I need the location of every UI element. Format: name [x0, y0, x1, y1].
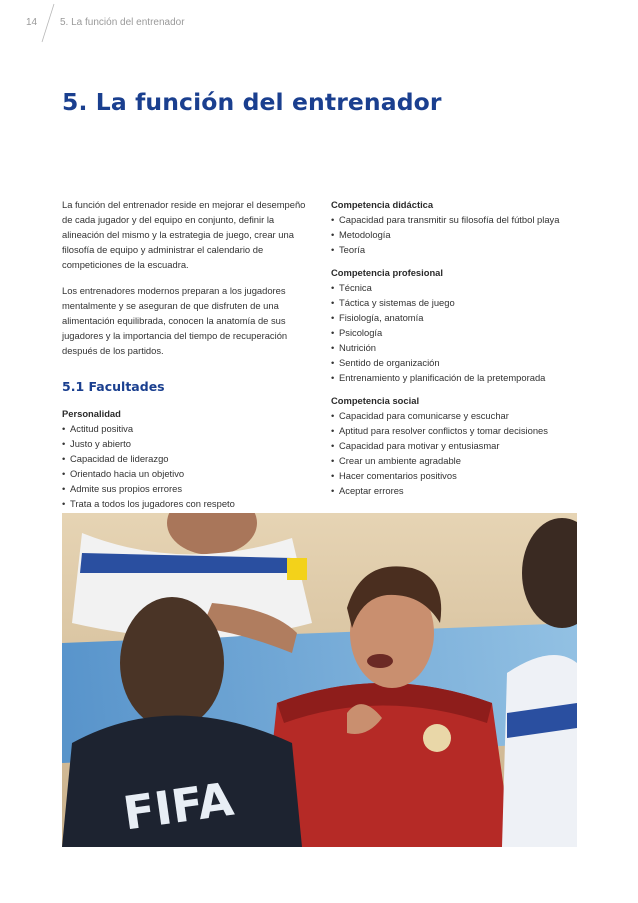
personality-list	[62, 421, 314, 511]
professional-list	[331, 280, 586, 385]
list-item: • Admite sus propios errores	[62, 481, 314, 496]
professional-group	[331, 265, 586, 385]
personality-title: Personalidad	[62, 408, 121, 419]
list-item: • Actitud positiva	[62, 421, 314, 436]
jersey-text: FIFA	[119, 771, 237, 841]
list-item: • Orientado hacia un objetivo	[62, 466, 314, 481]
list-item: • Nutrición	[331, 340, 586, 355]
list-item: • Fisiología, anatomía	[331, 310, 586, 325]
list-item: • Táctica y sistemas de juego	[331, 295, 586, 310]
list-item: • Psicología	[331, 325, 586, 340]
left-column	[62, 197, 314, 519]
list-item: • Trata a todos los jugadores con respeto	[62, 496, 314, 511]
coach-photo-illustration	[62, 513, 577, 847]
list-item: • Entrenamiento y planificación de la pretemporada	[331, 370, 586, 385]
list-item: • Aptitud para resolver conflictos y tomar decisiones	[331, 423, 586, 438]
modern-coaches-paragraph: Los entrenadores modernos preparan a los jugadores mentalmente y se aseguran de que disfruten de una alimentación equilibrada, conocen la anatomía de sus jugadores y la importancia del tiempo de recuperación después de los partidos.	[62, 285, 288, 356]
professional-title: Competencia profesional	[331, 267, 444, 278]
section-title-facultades: 5.1 Facultades	[62, 379, 165, 394]
header-divider-slash	[0, 0, 60, 45]
list-item: • Capacidad para transmitir su filosofía del fútbol playa	[331, 212, 586, 227]
list-item: • Crear un ambiente agradable	[331, 453, 586, 468]
list-item: • Técnica	[331, 280, 586, 295]
page-header	[0, 0, 638, 45]
page-title: 5. La función del entrenador	[62, 88, 442, 116]
social-group	[331, 393, 586, 498]
list-item: • Capacidad de liderazgo	[62, 451, 314, 466]
list-item: • Teoría	[331, 242, 586, 257]
didactic-group	[331, 197, 586, 257]
list-item: • Hacer comentarios positivos	[331, 468, 586, 483]
list-item: • Capacidad para motivar y entusiasmar	[331, 438, 586, 453]
list-item: • Metodología	[331, 227, 586, 242]
coach-photo	[62, 513, 577, 847]
list-item: • Justo y abierto	[62, 436, 314, 451]
intro-paragraph: La función del entrenador reside en mejorar el desempeño de cada jugador y del equipo en conjunto, definir la alineación del mismo y la estrategia de juego, crear una filosofía de equipo y administrar el calendario de competiciones de la escuadra.	[62, 199, 306, 270]
list-item: • Capacidad para comunicarse y escuchar	[331, 408, 586, 423]
social-list	[331, 408, 586, 498]
didactic-title: Competencia didáctica	[331, 199, 434, 210]
page-number: 14	[26, 17, 38, 28]
list-item: • Aceptar errores	[331, 483, 586, 498]
right-column	[331, 197, 586, 506]
didactic-list	[331, 212, 586, 257]
running-title: 5. La función del entrenador	[60, 17, 185, 28]
list-item: • Sentido de organización	[331, 355, 586, 370]
social-title: Competencia social	[331, 395, 420, 406]
